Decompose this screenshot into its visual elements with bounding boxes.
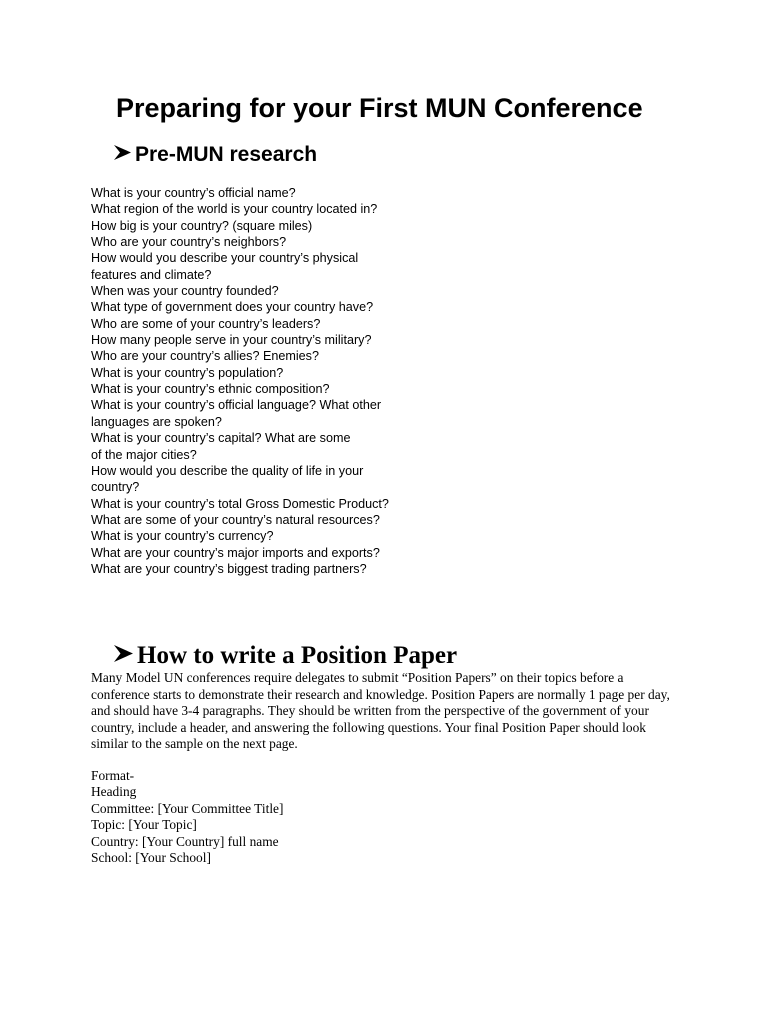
list-item: What is your country’s official language? What other bbox=[91, 398, 382, 413]
arrow-right-icon-svg bbox=[113, 644, 134, 663]
list-item: What is your country’s official name? bbox=[91, 186, 296, 200]
format-line: Topic: [Your Topic] bbox=[91, 817, 197, 833]
list-item: What type of government does your country have? bbox=[91, 300, 374, 315]
list-item: What are your country’s biggest trading partners? bbox=[91, 561, 367, 576]
list-item: What is your country’s capital? What are some bbox=[91, 431, 351, 446]
format-line: School: [Your School] bbox=[91, 850, 211, 866]
list-item: When was your country founded? bbox=[91, 284, 279, 299]
list-item: How many people serve in your country’s military? bbox=[91, 333, 372, 348]
list-item: country? bbox=[91, 480, 140, 495]
list-item: What region of the world is your country located in? bbox=[91, 202, 378, 217]
arrow-right-icon-svg bbox=[113, 144, 132, 161]
list-item: What is your country’s currency? bbox=[91, 529, 274, 544]
list-item: Who are your country’s neighbors? bbox=[91, 235, 287, 250]
format-line: Format- bbox=[91, 768, 135, 783]
list-item: What are your country’s major imports and exports? bbox=[91, 545, 380, 560]
research-heading-text: Pre-MUN research bbox=[135, 143, 318, 166]
list-item: How big is your country? (square miles) bbox=[91, 218, 313, 233]
list-item: What is your country’s population? bbox=[91, 365, 284, 380]
research-heading bbox=[113, 140, 317, 170]
position-paper-intro: Many Model UN conferences require delegates to submit “Position Papers” on their topics before a conference starts to demonstrate their research and knowledge. Position Papers are normally 1 page per day, and should have 3-4 paragraphs. They should be written from the perspective of the government of your country, include a header, and answering the following questions. Your final Position Paper should look similar to the sample on the next page. bbox=[91, 670, 670, 752]
position-paper-heading-text: How to write a Position Paper bbox=[137, 642, 458, 669]
list-item: Who are some of your country’s leaders? bbox=[91, 316, 321, 331]
list-item: languages are spoken? bbox=[91, 414, 222, 429]
format-block bbox=[91, 768, 283, 866]
document-title: Preparing for your First MUN Conference bbox=[116, 93, 643, 123]
list-item: What is your country’s total Gross Domestic Product? bbox=[91, 496, 389, 511]
list-item: What is your country’s ethnic composition? bbox=[91, 382, 330, 397]
list-item: of the major cities? bbox=[91, 447, 197, 462]
format-line: Committee: [Your Committee Title] bbox=[91, 800, 284, 816]
format-line: Country: [Your Country] full name bbox=[91, 833, 279, 849]
list-item: How would you describe the quality of life in your bbox=[91, 463, 364, 478]
format-line: Heading bbox=[91, 784, 137, 800]
arrow-right-icon bbox=[113, 640, 134, 672]
arrow-right-icon bbox=[113, 140, 132, 170]
list-item: What are some of your country’s natural resources? bbox=[91, 512, 380, 527]
position-paper-heading bbox=[113, 640, 457, 672]
research-question-list bbox=[91, 185, 389, 577]
list-item: Who are your country’s allies? Enemies? bbox=[91, 349, 319, 364]
list-item: features and climate? bbox=[91, 267, 212, 282]
list-item: How would you describe your country’s physical bbox=[91, 251, 359, 266]
